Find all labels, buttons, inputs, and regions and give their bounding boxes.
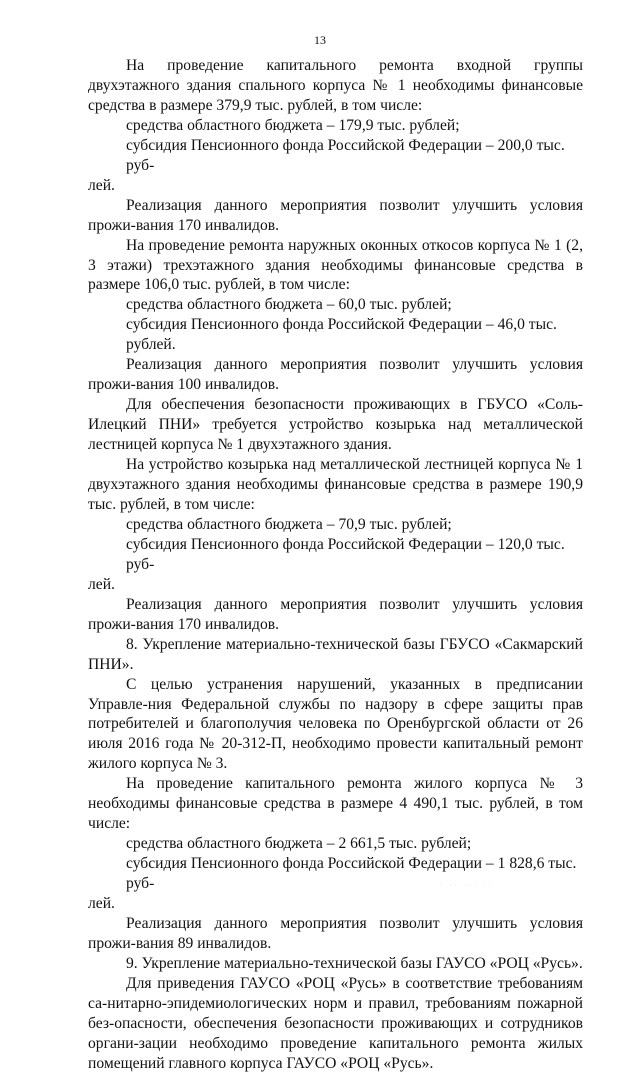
paragraph: средства областного бюджета – 179,9 тыс. рублей; <box>126 116 460 134</box>
paragraph: 8. Укрепление материально-технической базы ГБУСО «Сакмарский ПНИ». <box>88 635 583 673</box>
paragraph: лей. <box>88 895 115 913</box>
scan-artifact: · ·· ··· ·· <box>440 883 494 889</box>
paragraph: На проведение капитального ремонта жилого корпуса № 3 необходимы финансовые средства в размере 4 490,1 тыс. рублей, в том числе: <box>88 775 583 833</box>
paragraph: лей. <box>88 176 115 194</box>
paragraph: 9. Укрепление материально-технической базы ГАУСО «РОЦ «Русь». <box>126 954 583 972</box>
paragraph: субсидия Пенсионного фонда Российской Федерации – 1 828,6 тыс. руб- <box>126 855 577 893</box>
paragraph: средства областного бюджета – 70,9 тыс. рублей; <box>126 515 452 533</box>
paragraph: Реализация данного мероприятия позволит улучшить условия прожи-вания 89 инвалидов. <box>88 914 583 952</box>
paragraph: Для приведения ГАУСО «РОЦ «Русь» в соответствие требованиям са-нитарно-эпидемиологических норм и правил, требованиям пожарной без-опасности, обеспечения безопасности проживающих и сотрудников органи-зации необходимо проведение капитального ремонта жилых помещений главного корпуса ГАУСО «РОЦ «Русь». <box>88 974 583 1072</box>
paragraph: субсидия Пенсионного фонда Российской Федерации – 46,0 тыс. рублей. <box>126 316 557 354</box>
paragraph: лей. <box>88 575 115 593</box>
page-number: 13 <box>314 33 326 47</box>
paragraph: Реализация данного мероприятия позволит улучшить условия прожи-вания 170 инвалидов. <box>88 196 583 234</box>
paragraph: На устройство козырька над металлической лестницей корпуса № 1 двухэтажного здания необходимы финансовые средства в размере 190,9 тыс. рублей, в том числе: <box>88 456 583 513</box>
paragraph: Для обеспечения безопасности проживающих в ГБУСО «Соль-Илецкий ПНИ» требуется устройство козырька над металлической лестницей корпуса № 1 двухэтажного здания. <box>88 396 583 454</box>
paragraph: На проведение ремонта наружных оконных откосов корпуса № 1 (2, 3 этажи) трехэтажного здания необходимы финансовые средства в размере 106,0 тыс. рублей, в том числе: <box>88 236 583 294</box>
paragraph: Реализация данного мероприятия позволит улучшить условия прожи-вания 170 инвалидов. <box>88 595 583 633</box>
paragraph: На проведение капитального ремонта входной группы двухэтажного здания спального корпуса № 1 необходимы финансовые средства в размере 379,9 тыс. рублей, в том числе: <box>88 57 583 114</box>
paragraph: субсидия Пенсионного фонда Российской Федерации – 120,0 тыс. руб- <box>126 535 565 573</box>
paragraph: Реализация данного мероприятия позволит улучшить условия прожи-вания 100 инвалидов. <box>88 356 583 394</box>
paragraph: субсидия Пенсионного фонда Российской Федерации – 200,0 тыс. руб- <box>126 136 565 174</box>
document-body <box>88 56 583 1074</box>
paragraph: средства областного бюджета – 2 661,5 тыс. рублей; <box>126 835 472 853</box>
paragraph: С целью устранения нарушений, указанных в предписании Управле-ния Федеральной службы по надзору в сфере защиты прав потребителей и благополучия человека по Оренбургской области от 26 июля 2016 года № 20-312-П, необходимо провести капитальный ремонт жилого корпуса № 3. <box>88 675 583 773</box>
paragraph: средства областного бюджета – 60,0 тыс. рублей; <box>126 296 452 314</box>
